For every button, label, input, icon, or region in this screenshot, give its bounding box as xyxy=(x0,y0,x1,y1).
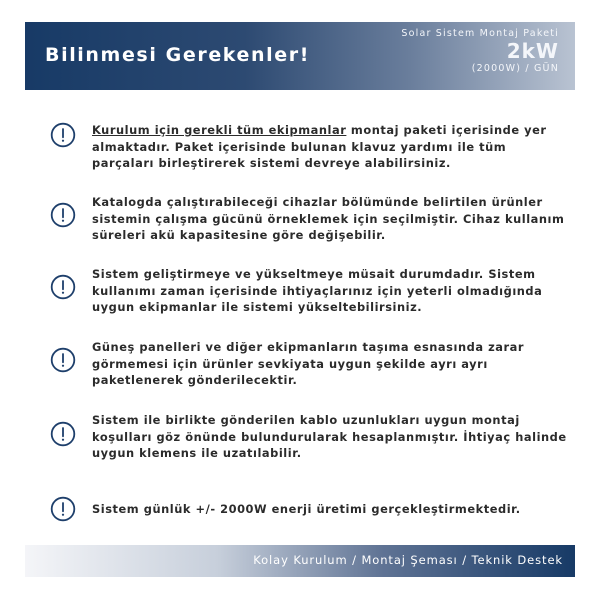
info-item-rest: montaj paketi içerisinde yer almaktadır. Paket içerisinde bulunan klavuz yardımı ile tüm parçaları birleştirerek sistemi devreye alabilirsiniz. xyxy=(92,123,547,170)
exclamation-circle-icon xyxy=(50,274,76,300)
exclamation-circle-icon xyxy=(50,347,76,373)
info-item-text: Sistem geliştirmeye ve yükseltmeye müsait durumdadır. Sistem kullanımı zaman içerisinde ihtiyaçlarınız için yeterli olmadığında uygun ekipmanlar ile sistemi yükseltebilirsiniz. xyxy=(92,267,543,314)
info-item-text: Katalogda çalıştırabileceği cihazlar bölümünde belirtilen ürünler sistemin çalışma gücünü örneklemek için seçilmiştir. Cihaz kullanım süreleri akü kapasitesine göre değişebilir. xyxy=(92,195,565,242)
exclamation-circle-icon xyxy=(50,496,76,522)
footer-banner xyxy=(25,545,575,577)
info-item-text: Sistem ile birlikte gönderilen kablo uzunlukları uygun montaj koşulları göz önünde bulundurularak hesaplanmıştır. İhtiyaç halinde uygun klemens ile uzatılabilir. xyxy=(92,413,567,460)
header-banner xyxy=(25,22,575,90)
package-name: Solar Sistem Montaj Paketi xyxy=(401,28,559,39)
info-item-underlined: Kurulum için gerekli tüm ekipmanlar xyxy=(92,123,347,137)
package-info xyxy=(401,28,559,74)
info-item-text: Güneş panelleri ve diğer ekipmanların taşıma esnasında zarar görmemesi için ürünler sevkiyata uygun şekilde ayrı ayrı paketlenerek gönderilecektir. xyxy=(92,340,525,387)
page-title: Bilinmesi Gerekenler! xyxy=(45,44,310,66)
exclamation-circle-icon xyxy=(50,122,76,148)
exclamation-circle-icon xyxy=(50,421,76,447)
exclamation-circle-icon xyxy=(50,202,76,228)
info-item-text xyxy=(92,122,570,172)
package-power: 2kW xyxy=(506,39,559,63)
info-item-text: Sistem günlük +/- 2000W enerji üretimi gerçekleştirmektedir. xyxy=(92,502,521,516)
package-daily-energy: (2000W) / GÜN xyxy=(471,63,559,74)
footer-text: Kolay Kurulum / Montaj Şeması / Teknik Destek xyxy=(253,553,563,567)
